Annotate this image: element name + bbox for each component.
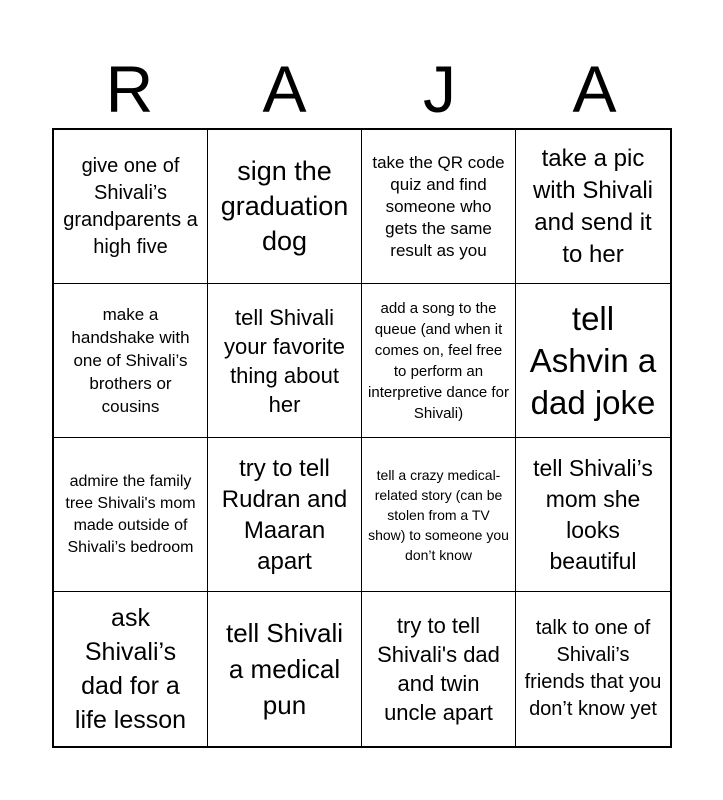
bingo-cell-text: sign the graduation dog (220, 156, 349, 256)
bingo-cell[interactable] (516, 592, 670, 746)
header-letter-a-2: A (572, 52, 617, 126)
bingo-cell-text: tell a crazy medical-related story (can be stolen from a TV show) to someone you don’t know (368, 466, 509, 563)
bingo-cell-text: ask Shivali’s dad for a life lesson (74, 604, 187, 734)
header-letter-a: A (262, 52, 307, 126)
bingo-cell[interactable] (362, 438, 516, 592)
bingo-cell[interactable] (54, 130, 208, 284)
bingo-cell[interactable] (208, 130, 362, 284)
bingo-cell-text: tell Shivali’s mom she looks beautiful (533, 454, 653, 574)
header-letter-r: R (105, 52, 154, 126)
bingo-cell[interactable] (54, 592, 208, 746)
bingo-cell[interactable] (54, 438, 208, 592)
bingo-cell-text: give one of Shivali’s grandparents a high five (63, 154, 198, 258)
bingo-cell[interactable] (208, 438, 362, 592)
bingo-cell[interactable] (362, 284, 516, 438)
bingo-cell[interactable] (208, 592, 362, 746)
bingo-cell[interactable] (362, 592, 516, 746)
bingo-cell-text: tell Shivali a medical pun (225, 618, 344, 720)
bingo-cell-text: talk to one of Shivali’s friends that you don’t know yet (524, 617, 662, 720)
bingo-board (52, 128, 672, 748)
bingo-cell-text: add a song to the queue (and when it comes on, feel free to perform an interpretive dance for Shivali) (368, 299, 509, 422)
bingo-cell[interactable] (362, 130, 516, 284)
bingo-cell-text: make a handshake with one of Shivali’s brothers or cousins (71, 305, 190, 416)
bingo-cell[interactable] (208, 284, 362, 438)
bingo-header (52, 50, 672, 128)
bingo-cell[interactable] (516, 130, 670, 284)
bingo-cell[interactable] (516, 438, 670, 592)
bingo-cell[interactable] (516, 284, 670, 438)
bingo-cell-text: take the QR code quiz and find someone who gets the same result as you (372, 152, 505, 260)
header-letter-j: J (423, 52, 456, 126)
bingo-cell-text: try to tell Rudran and Maaran apart (221, 454, 348, 575)
bingo-cell-text: take a pic with Shivali and send it to her (532, 144, 654, 268)
bingo-cell-text: try to tell Shivali's dad and twin uncle apart (377, 613, 500, 725)
bingo-cell[interactable] (54, 284, 208, 438)
bingo-cell-text: tell Ashvin a dad joke (529, 299, 657, 421)
bingo-cell-text: tell Shivali your favorite thing about her (223, 304, 346, 417)
bingo-cell-text: admire the family tree Shivali's mom made outside of Shivali’s bedroom (65, 472, 196, 556)
